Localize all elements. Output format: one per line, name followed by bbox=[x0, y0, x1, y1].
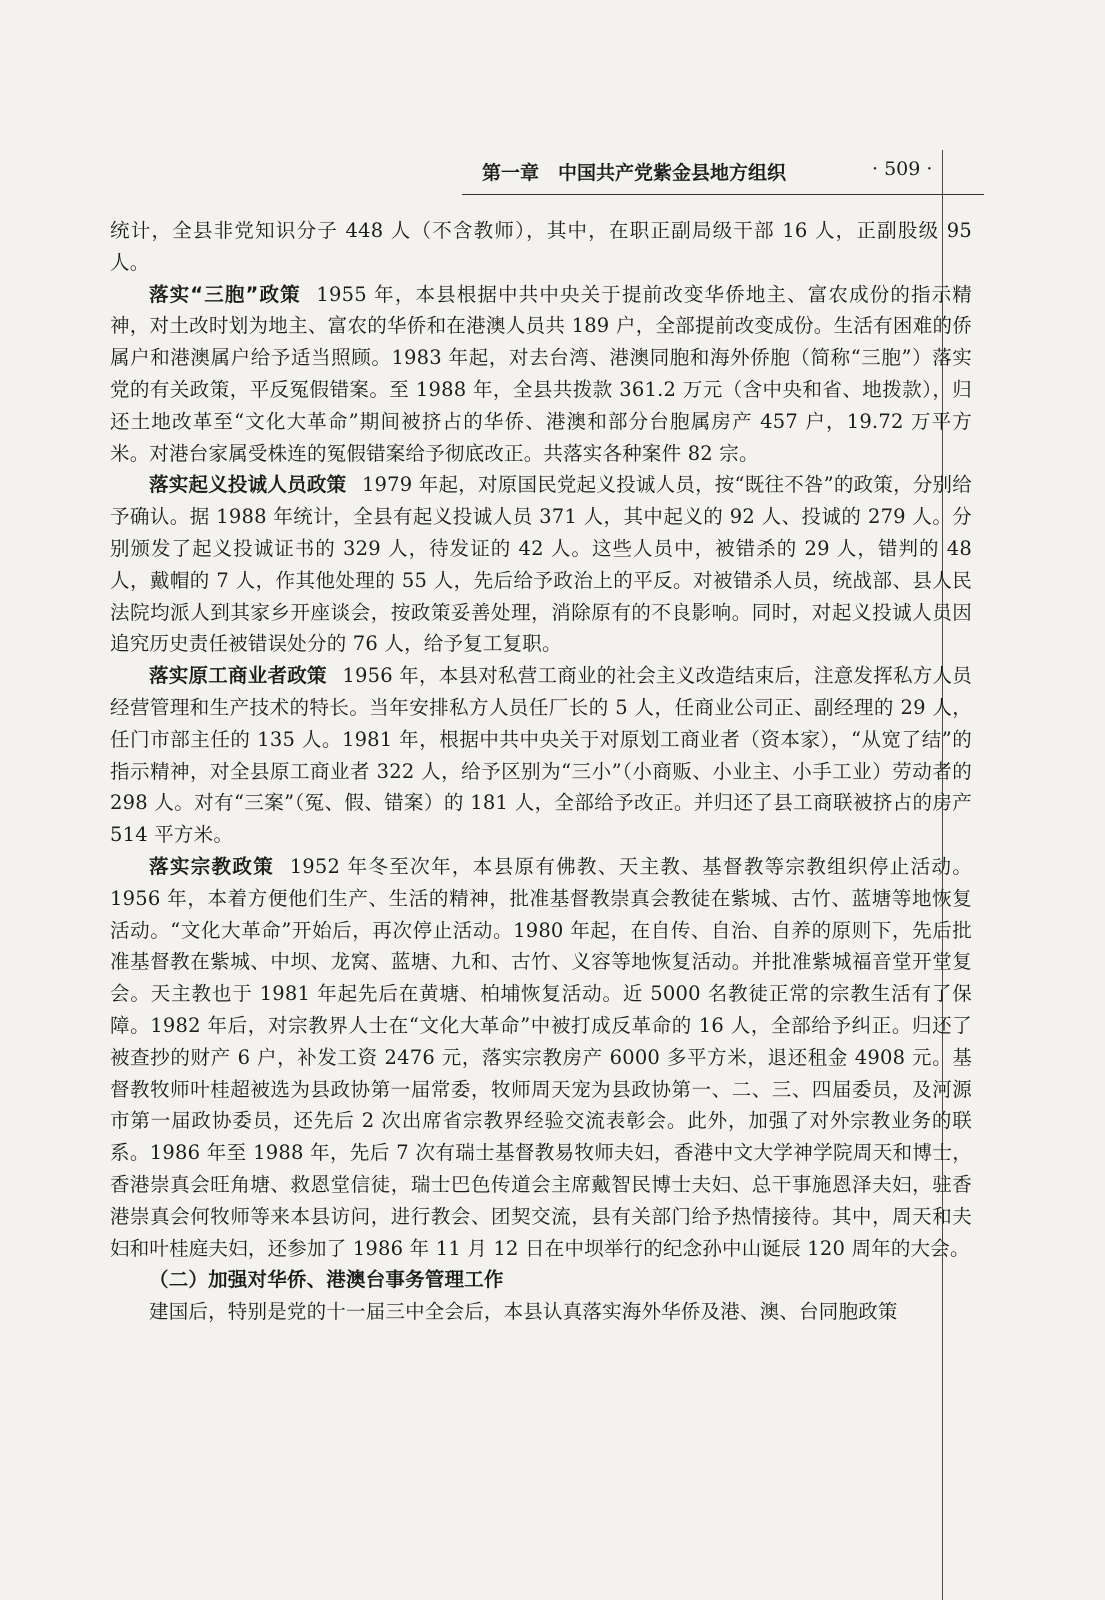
header-rule bbox=[462, 194, 984, 195]
chapter-title: 第一章 中国共产党紫金县地方组织 bbox=[482, 162, 787, 184]
paragraph-three-compatriots bbox=[110, 279, 972, 470]
running-header bbox=[458, 158, 978, 188]
paragraph-continued: 统计，全县非党知识分子 448 人（不含教师），其中，在职正副局级干部 16 人，正副股级 95 人。 bbox=[110, 219, 972, 274]
paragraph-overseas-affairs: 建国后，特别是党的十一届三中全会后，本县认真落实海外华侨及港、澳、台同胞政策 bbox=[149, 1300, 898, 1324]
section-subheading: （二）加强对华侨、港澳台事务管理工作 bbox=[149, 1268, 504, 1292]
paragraph-uprising-personnel bbox=[110, 469, 972, 660]
paragraph-title: 落实“三胞”政策 bbox=[149, 282, 301, 306]
page-number: · 509 · bbox=[872, 158, 933, 180]
paragraph-title: 落实起义投诚人员政策 bbox=[149, 473, 347, 497]
paragraph-text: 1979 年起，对原国民党起义投诚人员，按“既往不咎”的政策，分别给予确认。据 1988 年统计，全县有起义投诚人员 371 人，其中起义的 92 人、投诚的 279 人。分别颁发了起义投诚证书的 329 人，待发证的 42 人。这些人员中，被错杀的 29 人，错判的 48 人，戴帽的 7 人，作其他处理的 55 人，先后给予政治上的平反。对被错杀人员，统战部、县人民法院均派人到其家乡开座谈会，按政策妥善处理，消除原有的不良影响。同时，对起义投诚人员因追究历史责任被错误处分的 76 人，给予复工复职。 bbox=[110, 473, 972, 656]
body-text bbox=[110, 215, 972, 1328]
paragraph-text: 1956 年，本县对私营工商业的社会主义改造结束后，注意发挥私方人员经营管理和生产技术的特长。当年安排私方人员任厂长的 5 人，任商业公司正、副经理的 29 人，任门市部主任的 135 人。1981 年，根据中共中央关于对原划工商业者（资本家），“从宽了结”的指示精神，对全县原工商业者 322 人，给予区别为“三小”（小商贩、小业主、小手工业）劳动者的 298 人。对有“三案”（冤、假、错案）的 181 人，全部给予改正。并归还了县工商联被挤占的房产 514 平方米。 bbox=[110, 664, 973, 847]
paragraph-text: 1952 年冬至次年，本县原有佛教、天主教、基督教等宗教组织停止活动。1956 年，本着方便他们生产、生活的精神，批准基督教崇真会教徒在紫城、古竹、蓝塘等地恢复活动。“文化大革命”开始后，再次停止活动。1980 年起，在自传、自治、自养的原则下，先后批准基督教在紫城、中坝、龙窝、蓝塘、九和、古竹、义容等地恢复活动。并批准紫城福音堂开堂复会。天主教也于 1981 年起先后在黄塘、柏埔恢复活动。近 5000 名教徒正常的宗教生活有了保障。1982 年后，对宗教界人士在“文化大革命”中被打成反革命的 16 人，全部给予纠正。归还了被查抄的财产 6 户，补发工资 2476 元，落实宗教房产 6000 多平方米，退还租金 4908 元。基督教牧师叶桂超被选为县政协第一届常委，牧师周天宠为县政协第一、二、三、四届委员，及河源市第一届政协委员，还先后 2 次出席省宗教界经验交流表彰会。此外，加强了对外宗教业务的联系。1986 年至 1988 年，先后 7 次有瑞士基督教易牧师夫妇，香港中文大学神学院周天和博士，香港崇真会旺角塘、救恩堂信徒，瑞士巴色传道会主席戴智民博士夫妇、总干事施恩泽夫妇，驻香港崇真会何牧师等来本县访问，进行教会、团契交流，县有关部门给予热情接待。其中，周天和夫妇和叶桂庭夫妇，还参加了 1986 年 11 月 12 日在中坝举行的纪念孙中山诞辰 120 周年的大会。 bbox=[110, 854, 973, 1260]
paragraph-religion bbox=[110, 851, 972, 1264]
paragraph-title: 落实宗教政策 bbox=[149, 854, 275, 878]
paragraph-industrialists bbox=[110, 660, 972, 851]
paragraph-text: 1955 年，本县根据中共中央关于提前改变华侨地主、富农成份的指示精神，对土改时划为地主、富农的华侨和在港澳人员共 189 户，全部提前改变成份。生活有困难的侨属户和港澳属户给予适当照顾。1983 年起，对去台湾、港澳同胞和海外侨胞（简称“三胞”）落实党的有关政策，平反冤假错案。至 1988 年，全县共拨款 361.2 万元（含中央和省、地拨款），归还土地改革至“文化大革命”期间被挤占的华侨、港澳和部分台胞属房产 457 户，19.72 万平方米。对港台家属受株连的冤假错案给予彻底改正。共落实各种案件 82 宗。 bbox=[110, 282, 973, 465]
paragraph-title: 落实原工商业者政策 bbox=[149, 664, 327, 688]
